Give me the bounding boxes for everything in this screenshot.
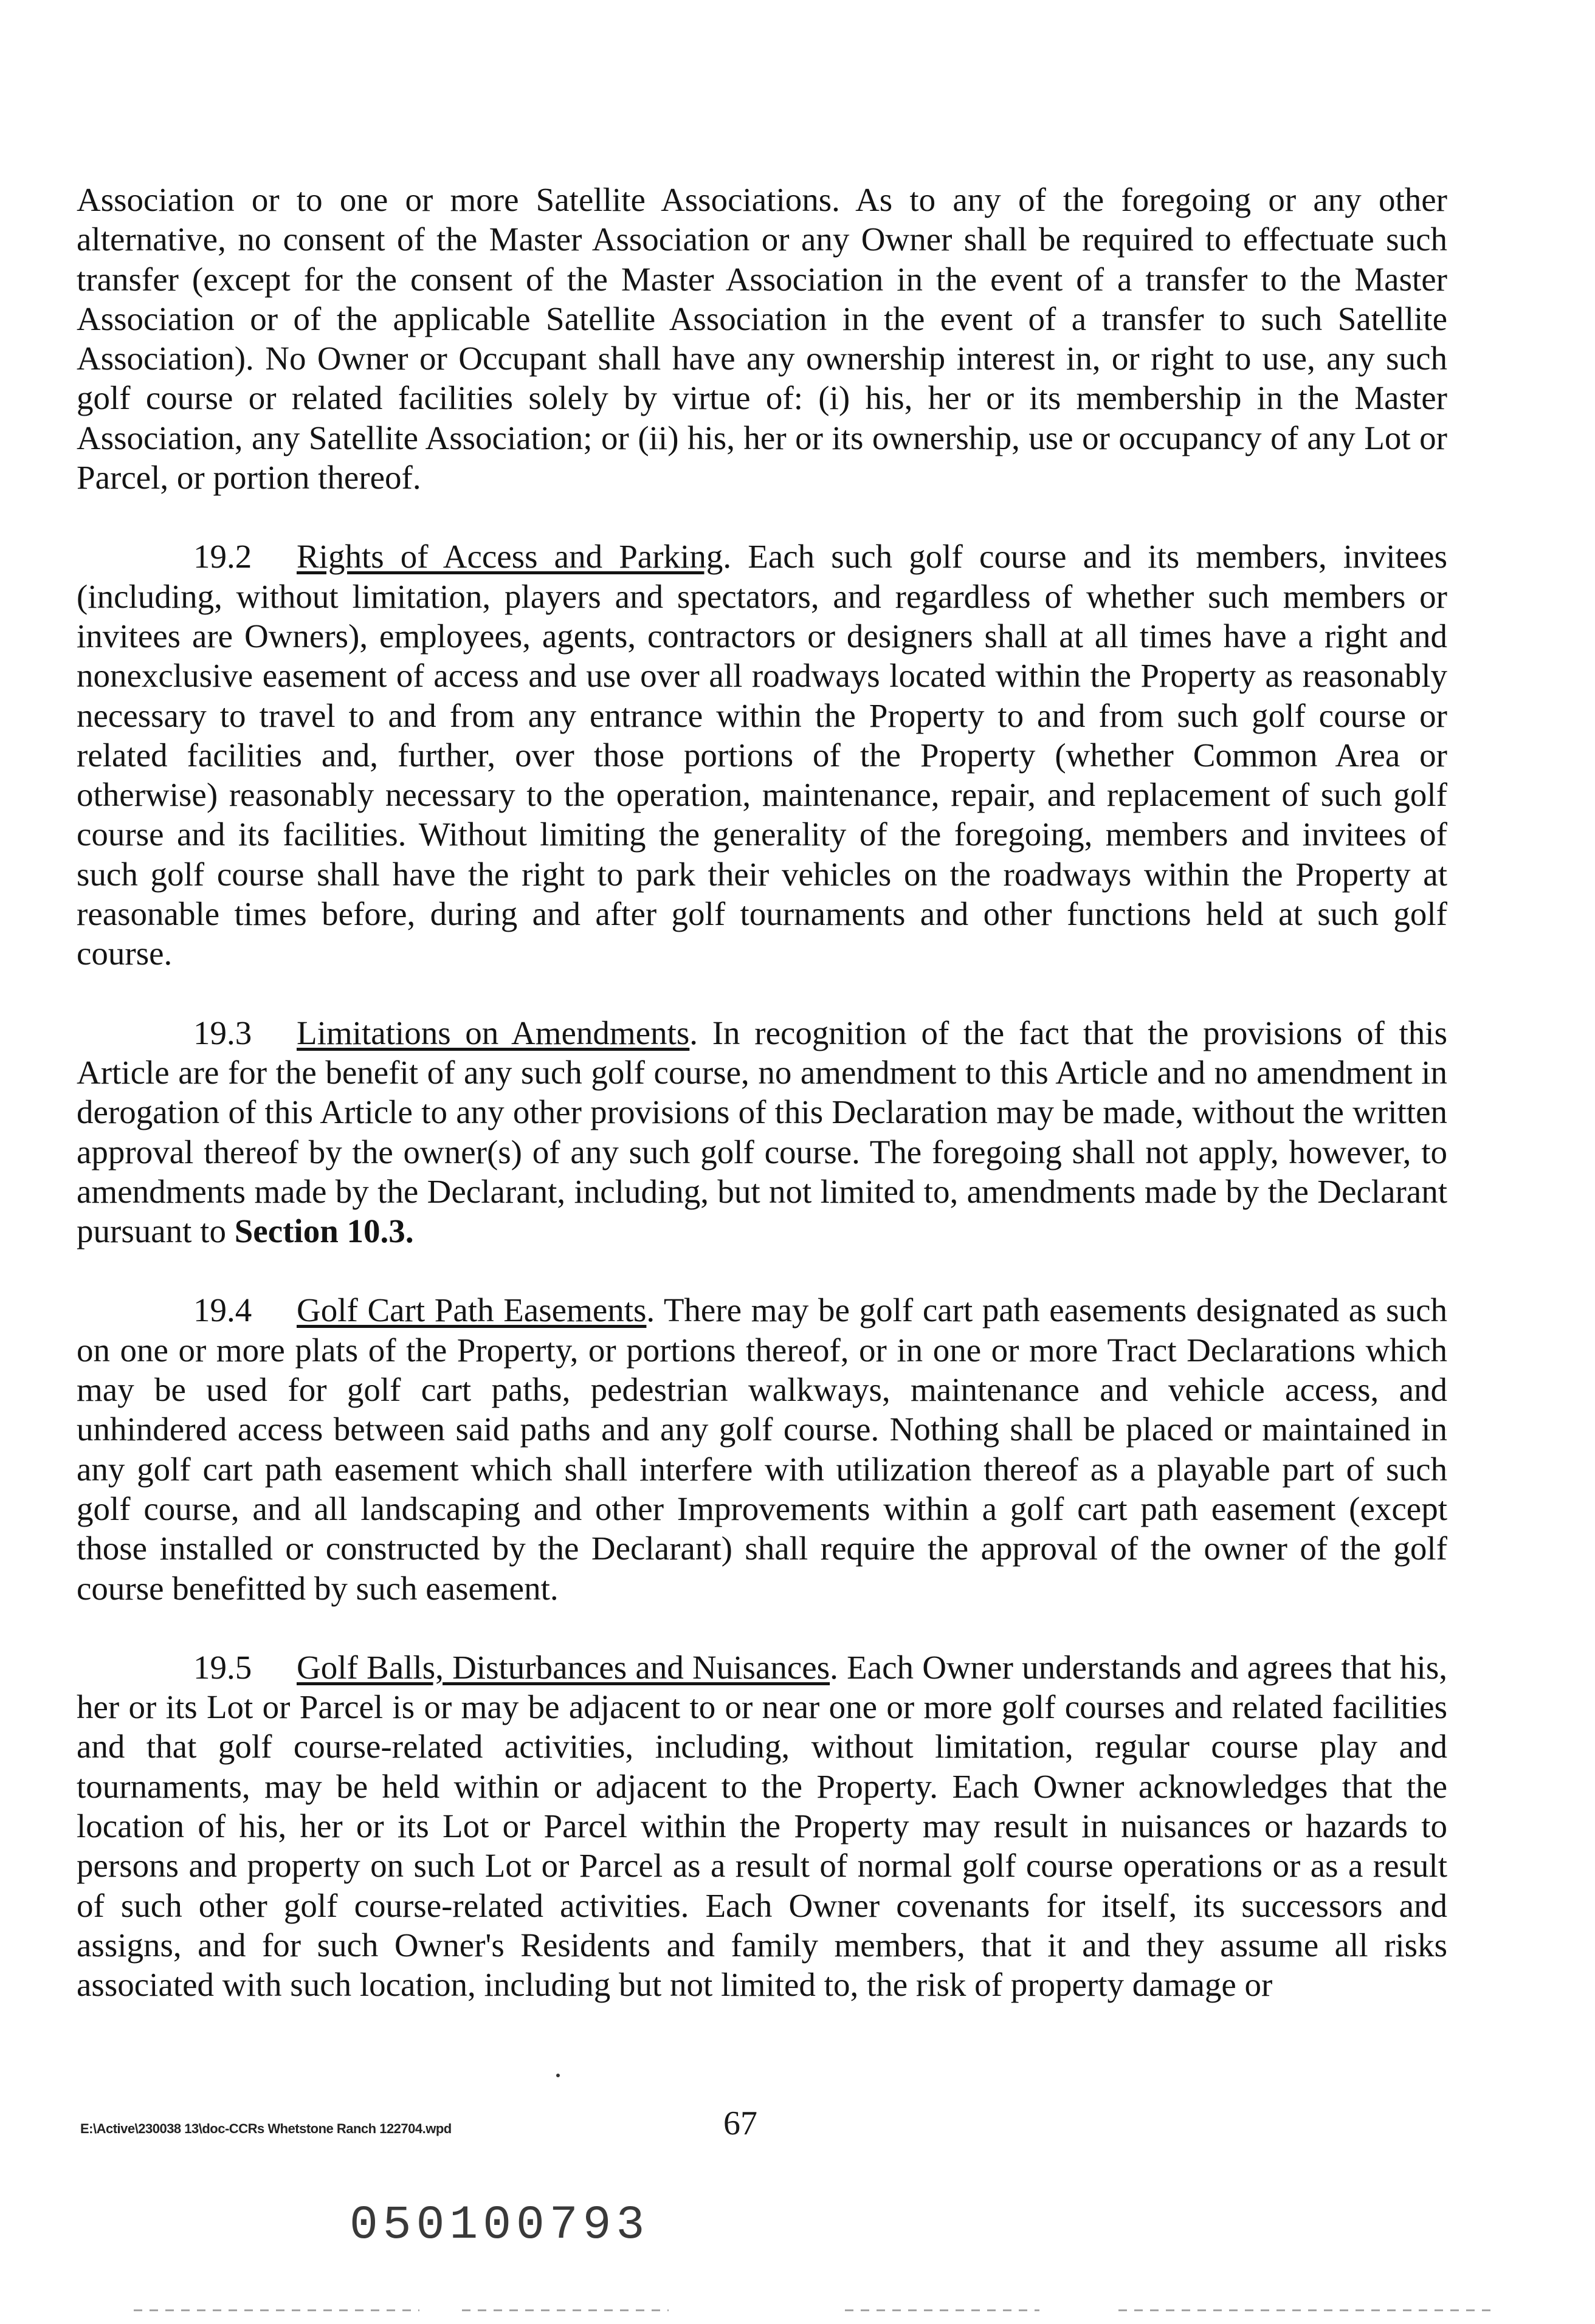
scan-artifact-line — [1118, 2309, 1495, 2311]
intro-paragraph: Association or to one or more Satellite Associations. As to any of the foregoing or any other alternative, no consent of the Master Association or any Owner shall be required to effectuate such transfer (except for the consent of the Master Association in the event of a transfer to the Master Association or of the applicable Satellite Association in the event of a transfer to such Satellite Association). No Owner or Occupant shall have any ownership interest in, or right to use, any such golf course or related facilities solely by virtue of: (i) his, her or its membership in the Master Association, any Satellite Association; or (ii) his, her or its ownership, use or occupancy of any Lot or Parcel, or portion thereof. — [77, 181, 1447, 497]
section-heading: Golf Cart Path Easements — [297, 1291, 647, 1329]
section-reference: Section 10.3 — [234, 1212, 405, 1250]
section-text: . Each such golf course and its members, invitees (including, without limitation, players and spectators, and regardless of whether such members or invitees are Owners), employees, agents, contractors or designers shall at all times have a right and nonexclusive easement of access and use over all roadways located within the Property as reasonably necessary to travel to and from any entrance within the Property to and from such golf course or related facilities and, further, over those portions of the Property (whether Common Area or otherwise) reasonably necessary to the operation, maintenance, repair, and replacement of such golf course and its facilities. Without limiting the generality of the foregoing, members and invitees of such golf course shall have the right to park their vehicles on the roadways within the Property at reasonable times before, during and after golf tournaments and other functions held at such golf course. — [77, 538, 1447, 972]
section-heading: Limitations on Amendments — [297, 1014, 690, 1051]
section-text: . In recognition of the fact that the provisions of this Article are for the benefit of any such golf course, no amendment to this Article and no amendment in derogation of this Article to any other provisions of this Declaration may be made, without the written approval thereof by the owner(s) of any such golf course. The foregoing shall not apply, however, to amendments made by the Declarant, including, but not limited to, amendments made by the Declarant pursuant to — [77, 1014, 1447, 1250]
scan-artifact-line — [845, 2309, 1039, 2311]
section-end: . — [405, 1212, 414, 1250]
section-19-5 — [77, 1648, 1447, 2005]
body-text — [77, 180, 1447, 2004]
footer-file-path: E:\Active\230038 13\doc-CCRs Whetstone Ranch 122704.wpd — [80, 2121, 452, 2136]
section-19-3 — [77, 1013, 1447, 1251]
section-text: . Each Owner understands and agrees that his, her or its Lot or Parcel is or may be adjacent to or near one or more golf courses and related facilities and that golf course-related activities, including, without limitation, regular course play and tournaments, may be held within or adjacent to the Property. Each Owner acknowledges that the location of his, her or its Lot or Parcel within the Property may result in nuisances or hazards to persons and property on such Lot or Parcel as a result of normal golf course operations or as a result of such other golf course-related activities. Each Owner covenants for itself, its successors and assigns, and for such Owner's Residents and family members, that it and they assume all risks associated with such location, including but not limited to, the risk of property damage or — [77, 1648, 1447, 2004]
section-text: . There may be golf cart path easements designated as such on one or more plats of the Property, or portions thereof, or in one or more Tract Declarations which may be used for golf cart paths, pedestrian walkways, maintenance and vehicle access, and unhindered access between said paths and any golf course. Nothing shall be placed or maintained in any golf cart path easement which shall interfere with utilization thereof as a playable part of such golf course, and all landscaping and other Improvements within a golf cart path easement (except those installed or constructed by the Declarant) shall require the approval of the owner of the golf course benefitted by such easement. — [77, 1291, 1447, 1607]
recording-number: 050100793 — [350, 2199, 650, 2252]
scan-artifact-line — [134, 2309, 419, 2311]
scan-speck — [556, 2074, 560, 2077]
section-number: 19.5 — [193, 1648, 252, 1686]
section-19-4 — [77, 1290, 1447, 1607]
section-heading: Rights of Access and Parking — [297, 538, 723, 576]
section-number: 19.4 — [193, 1291, 252, 1329]
page-number: 67 — [723, 2105, 757, 2142]
scan-artifact-line — [462, 2309, 669, 2311]
section-heading: Golf Balls, Disturbances and Nuisances — [297, 1648, 830, 1686]
section-19-2 — [77, 537, 1447, 973]
section-number: 19.2 — [193, 538, 252, 576]
section-number: 19.3 — [193, 1014, 252, 1051]
